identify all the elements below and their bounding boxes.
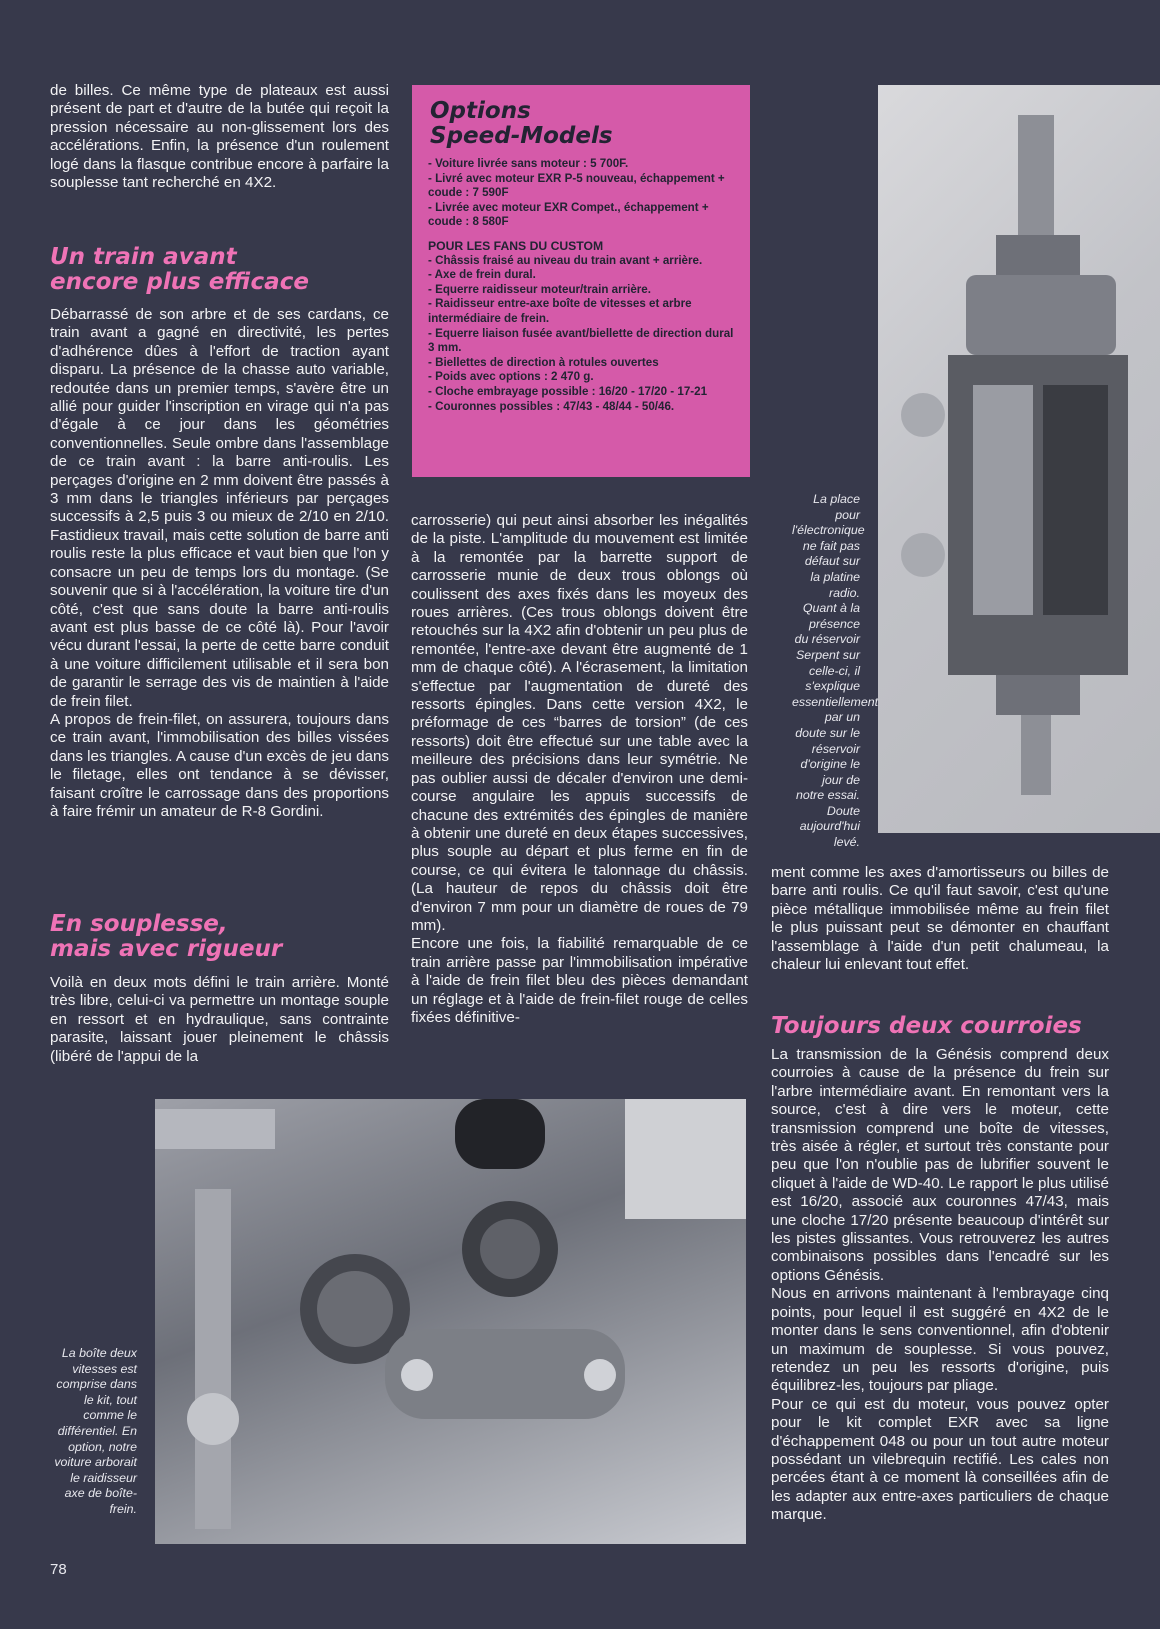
page-number: 78 <box>50 1561 67 1578</box>
custom-item: - Biellettes de direction à rotules ouvertes <box>428 355 659 369</box>
column-1-rear <box>50 974 389 1066</box>
options-box <box>412 85 750 477</box>
paragraph-moteur: Pour ce qui est du moteur, vous pouvez opter pour le kit complet EXR avec sa ligne d'échappement 048 ou pour un tout autre moteur possédant un vilebrequin rectifié. Les cales non percées étant à ce moment là conseillées afin de les adapter aux entre-axes particuliers de chaque marque. <box>771 1395 1109 1524</box>
column-1 <box>50 82 389 192</box>
custom-item: - Equerre liaison fusée avant/biellette de direction dural 3 mm. <box>428 326 734 355</box>
custom-item: - Axe de frein dural. <box>428 268 536 282</box>
paragraph-demontage: ment comme les axes d'amortisseurs ou billes de barre anti roulis. Ce qu'il faut savoir, c'est qu'une pièce métallique immobilisée même au frein filet le plus puissant peut se démonter en chauffant l'assemblage à l'aide d'un petit chalumeau, la chaleur lui enlevant tout effet. <box>771 864 1109 974</box>
options-item: - Voiture livrée sans moteur : 5 700F. <box>428 157 629 170</box>
options-item: - Livré avec moteur EXR P-5 nouveau, échappement + coude : 7 590F <box>428 171 725 200</box>
column-3 <box>771 1046 1109 1525</box>
paragraph-transmission: La transmission de la Génésis comprend deux courroies à cause de la présence du frein sur l'arbre intermédiaire avant. En remontant vers la source, c'est à dire vers le moteur, cette transmission comprend une boîte de vitesses, très aisée à régler, et surtout très constante pour peu que l'on n'oublie pas de lubrifier souvent le cliquet à l'aide de WD-40. Le rapport le plus utilisé est 16/20, associé aux couronnes 47/43, mais une cloche 17/20 présente beaucoup d'intérêt sur les pistes glissantes. Vous retrouverez les autres combinaisons possibles dans l'encadré sur les options Génésis. <box>771 1046 1109 1284</box>
custom-heading: POUR LES FANS DU CUSTOM <box>428 238 604 253</box>
column-1-body <box>50 306 389 821</box>
caption-gearbox: La boîte deux vitesses est comprise dans le kit, tout comme le différentiel. En option, notre voiture arborait le raidisseur axe de boîte-frein. <box>54 1346 137 1516</box>
paragraph-frein-filet: A propos de frein-filet, on assurera, toujours dans ce train avant, l'immobilisation des billes vissées dans les triangles. A cause d'un excès de jeu dans le filetage, elles ont tendance à se dévisser, faisant croître le carrossage dans des proportions à faire frémir un amateur de R-8 Gordini. <box>50 710 389 820</box>
gearbox-illustration <box>155 1099 746 1544</box>
heading-belts: Toujours deux courroies <box>771 1013 1082 1039</box>
paragraph-embrayage: Nous en arrivons maintenant à l'embrayage cinq points, pour lequel il est suggéré en 4X2 de le monter dans le sens conventionnel, afin d'obtenir un maximum de souplesse. Si vous pouvez, retendez un peu les ressorts d'origine, puis équilibrez-les, toujours par pliage. <box>771 1285 1109 1395</box>
paragraph-front-train: Débarrassé de son arbre et de ses cardans, ce train avant a gagné en directivité, les pertes d'adhérence dûes à l'effort de traction ayant disparu. La présence de la chasse auto variable, redoutée dans un premier temps, s'avère être un allié pour guider l'inscription en virage qui n'a pas d'égale à ce jour dans les géométries conventionnelles. Seule ombre dans l'assemblage de ce train avant : la barre anti-roulis. Les perçages d'origine en 2 mm doivent être passés à 3 mm dans le triangles inférieurs par perçages successifs à 2,5 puis 3 ou mieux de 2/10 en 2/10. Fastidieux travail, mais cette solution de barre anti roulis reste la plus efficace et vaut bien que l'on y consacre un peu de temps lors du montage. (Se souvenir que si à l'accélération, la voiture tire d'un côté, c'est que sans doute la barre anti-roulis avant est plus basse de ce côté là). Pour l'avoir vécu durant l'essai, la perte de cette barre conduit à une voiture difficilement utilisable et il sera bon de garantir le serrage des vis de maintien à l'aide de frein filet. <box>50 306 389 710</box>
options-box-title: Options Speed-Models <box>430 98 613 149</box>
custom-item: - Equerre raidisseur moteur/train arrière. <box>428 282 651 296</box>
custom-item: - Châssis fraisé au niveau du train avant + arrière. <box>428 253 703 267</box>
gearbox-photo <box>155 1099 746 1544</box>
chassis-illustration <box>878 85 1160 833</box>
heading-front-train: Un train avant encore plus efficace <box>50 244 309 295</box>
column-3-top <box>771 864 1109 974</box>
custom-item: - Couronnes possibles : 47/43 - 48/44 - 50/46. <box>428 399 675 413</box>
column-1-intro: de billes. Ce même type de plateaux est aussi présent de part et d'autre de la butée qui reçoit la pression nécessaire au non-glissement lors des accélérations. Enfin, la présence d'un roulement logé dans la flasque contribue encore à parfaire la souplesse tant recherché en 4X2. <box>50 82 389 192</box>
paragraph-fiabilite: Encore une fois, la fiabilité remarquable de ce train arrière passe par l'immobilisation impérative à l'aide de frein filet bleu des pièces demandant un réglage et à l'aide de frein-filet rouge de celles fixées définitive- <box>411 935 748 1026</box>
custom-item: - Poids avec options : 2 470 g. <box>428 370 594 384</box>
paragraph-suspension: carrosserie) qui peut ainsi absorber les inégalités de la piste. L'amplitude du mouvement est limitée à la remontée par la barrette support de carrosserie munie de deux trous oblongs où coulissent des axes fixés dans les moyeux des roues arrières. (Ces trous oblongs doivent être retouchés sur la 4X2 afin d'obtenir un peu plus de remontée, l'entre-axe devant être augmenté de 1 mm de chaque côté). A l'écrasement, la limitation s'effectue par l'augmentation de dureté des ressorts épingles. Dans cette version 4X2, le préformage de ces “barres de torsion” (de ces ressorts) doit être effectué sur une table avec la meilleure des précisions dans leur symétrie. Ne pas oublier aussi de décaler d'environ une demi-course angulaire les appuis successifs de chacune des extrémités des épingles de manière à obtenir une dureté en deux étapes successives, plus souple au départ et plus ferme en fin de course, ce qui évitera le talonnage du châssis. (La hauteur de repos du châssis doit être d'environ 7 mm pour un diamètre de roues de 79 mm). <box>411 512 748 934</box>
caption-electronics: La place pour l'électronique ne fait pas défaut sur la platine radio. Quant à la présence du réservoir Serpent sur celle-ci, il s'explique essentiellement par un doute sur le réservoir d'origine le jour de notre essai. Doute aujourd'hui levé. <box>792 492 879 850</box>
options-item: - Livrée avec moteur EXR Compet., échappement + coude : 8 580F <box>428 200 709 229</box>
paragraph-rear-train: Voilà en deux mots défini le train arrière. Monté très libre, celui-ci va permettre un montage souple en ressort et en hydraulique, sans contrainte parasite, laissant jouer pleinement le châssis (libéré de l'appui de la <box>50 974 389 1065</box>
heading-rear-train: En souplesse, mais avec rigueur <box>50 911 283 962</box>
column-2 <box>411 512 748 1027</box>
custom-item: - Cloche embrayage possible : 16/20 - 17/20 - 17-21 <box>428 384 708 398</box>
custom-item: - Raidisseur entre-axe boîte de vitesses et arbre intermédiaire de frein. <box>428 297 692 325</box>
chassis-photo <box>878 85 1160 833</box>
